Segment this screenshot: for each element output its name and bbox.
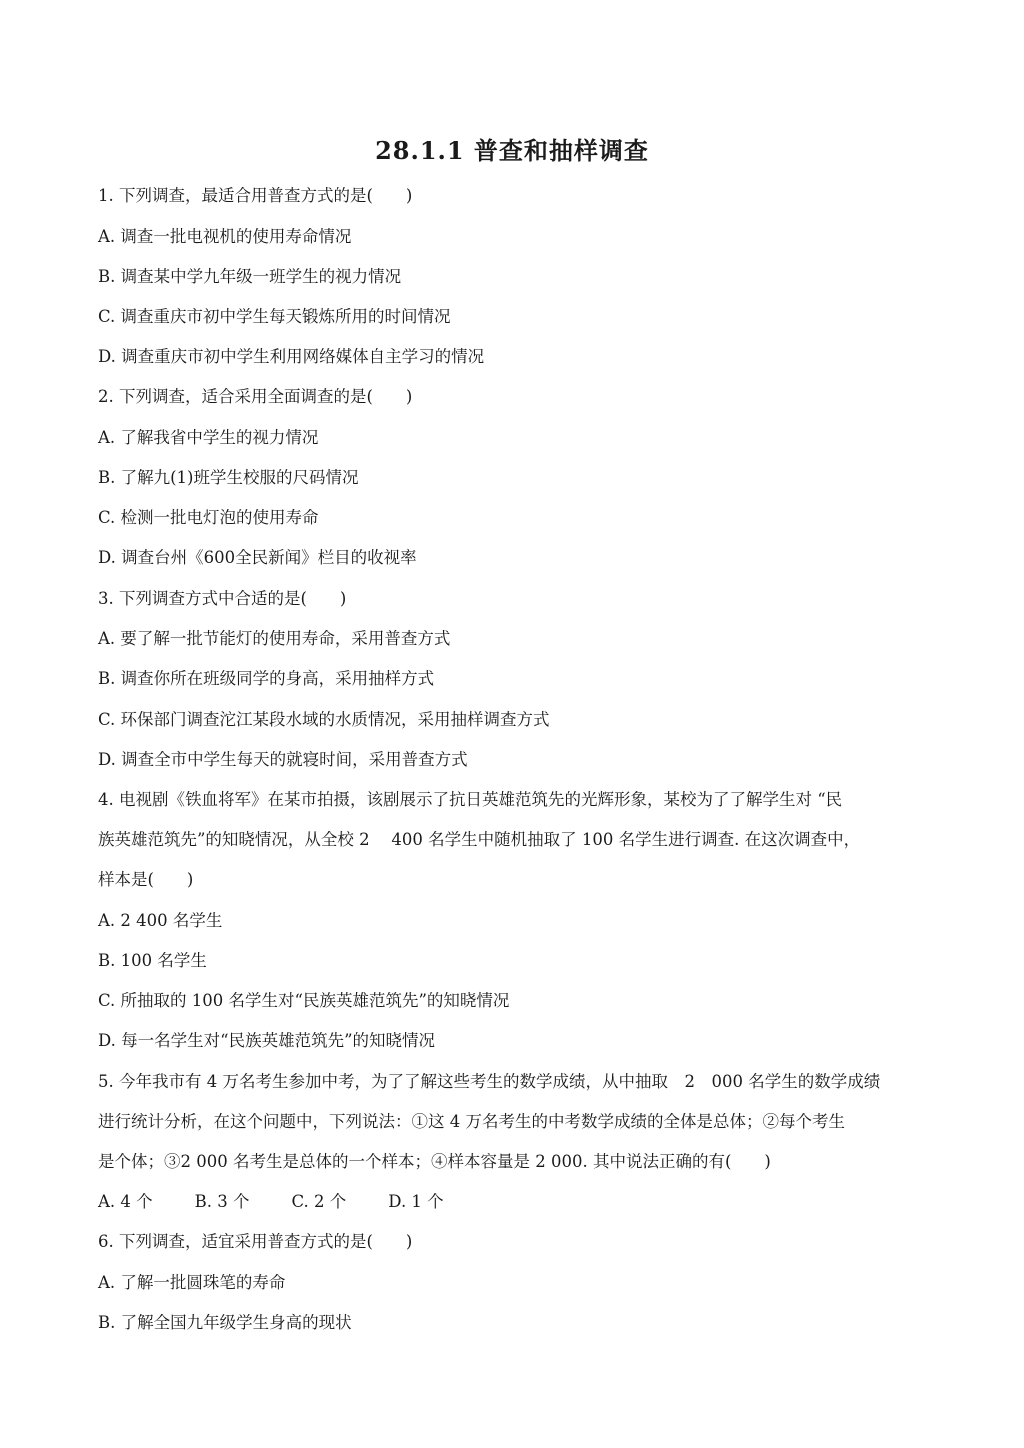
question-4-option-d: D. 每一名学生对“民族英雄范筑先”的知晓情况 [98,1031,436,1050]
question-5-option-a: A. 4 个 [98,1192,153,1211]
question-4-stem-line-1: 4. 电视剧《铁血将军》在某市拍摄，该剧展示了抗日英雄范筑先的光辉形象，某校为了了解学生对 “民 [98,790,843,809]
question-5-stem-line-3: 是个体；③2 000 名考生是总体的一个样本；④样本容量是 2 000. 其中说法正确的有( ) [98,1152,771,1171]
question-3-option-c: C. 环保部门调查沱江某段水域的水质情况，采用抽样调查方式 [98,710,550,729]
question-5-options-row [98,1191,444,1213]
question-6-option-b: B. 了解全国九年级学生身高的现状 [98,1313,352,1332]
question-2-option-d: D. 调查台州《600全民新闻》栏目的收视率 [98,548,417,567]
question-2-option-c: C. 检测一批电灯泡的使用寿命 [98,508,319,527]
question-1-stem: 1. 下列调查，最适合用普查方式的是( ) [98,186,413,205]
question-5-option-c: C. 2 个 [291,1192,347,1211]
question-6-stem: 6. 下列调查，适宜采用普查方式的是( ) [98,1232,413,1251]
question-1-option-c: C. 调查重庆市初中学生每天锻炼所用的时间情况 [98,307,451,326]
question-5-option-b: B. 3 个 [194,1192,250,1211]
page-title: 28.1.1 普查和抽样调查 [375,136,649,165]
question-5-stem-line-1: 5. 今年我市有 4 万名考生参加中考，为了了解这些考生的数学成绩，从中抽取 2 000 名学生的数学成绩 [98,1072,881,1091]
question-1-option-a: A. 调查一批电视机的使用寿命情况 [98,227,352,246]
question-3-stem: 3. 下列调查方式中合适的是( ) [98,589,347,608]
question-4-option-a: A. 2 400 名学生 [98,911,223,930]
question-5-option-d: D. 1 个 [388,1192,444,1211]
question-2-option-a: A. 了解我省中学生的视力情况 [98,428,319,447]
question-4-stem-line-3: 样本是( ) [98,870,194,889]
question-2-stem: 2. 下列调查，适合采用全面调查的是( ) [98,387,413,406]
question-3-option-a: A. 要了解一批节能灯的使用寿命，采用普查方式 [98,629,451,648]
question-3-option-d: D. 调查全市中学生每天的就寝时间，采用普查方式 [98,750,468,769]
question-6-option-a: A. 了解一批圆珠笔的寿命 [98,1273,286,1292]
question-1-option-b: B. 调查某中学九年级一班学生的视力情况 [98,267,402,286]
question-5-stem-line-2: 进行统计分析，在这个问题中，下列说法：①这 4 万名考生的中考数学成绩的全体是总体；②每个考生 [98,1112,845,1131]
question-4-option-b: B. 100 名学生 [98,951,207,970]
question-1-option-d: D. 调查重庆市初中学生利用网络媒体自主学习的情况 [98,347,485,366]
question-2-option-b: B. 了解九(1)班学生校服的尺码情况 [98,468,359,487]
question-3-option-b: B. 调查你所在班级同学的身高，采用抽样方式 [98,669,435,688]
question-4-stem-line-2: 族英雄范筑先”的知晓情况，从全校 2 400 名学生中随机抽取了 100 名学生进行调查. 在这次调查中， [98,830,861,849]
question-4-option-c: C. 所抽取的 100 名学生对“民族英雄范筑先”的知晓情况 [98,991,510,1010]
